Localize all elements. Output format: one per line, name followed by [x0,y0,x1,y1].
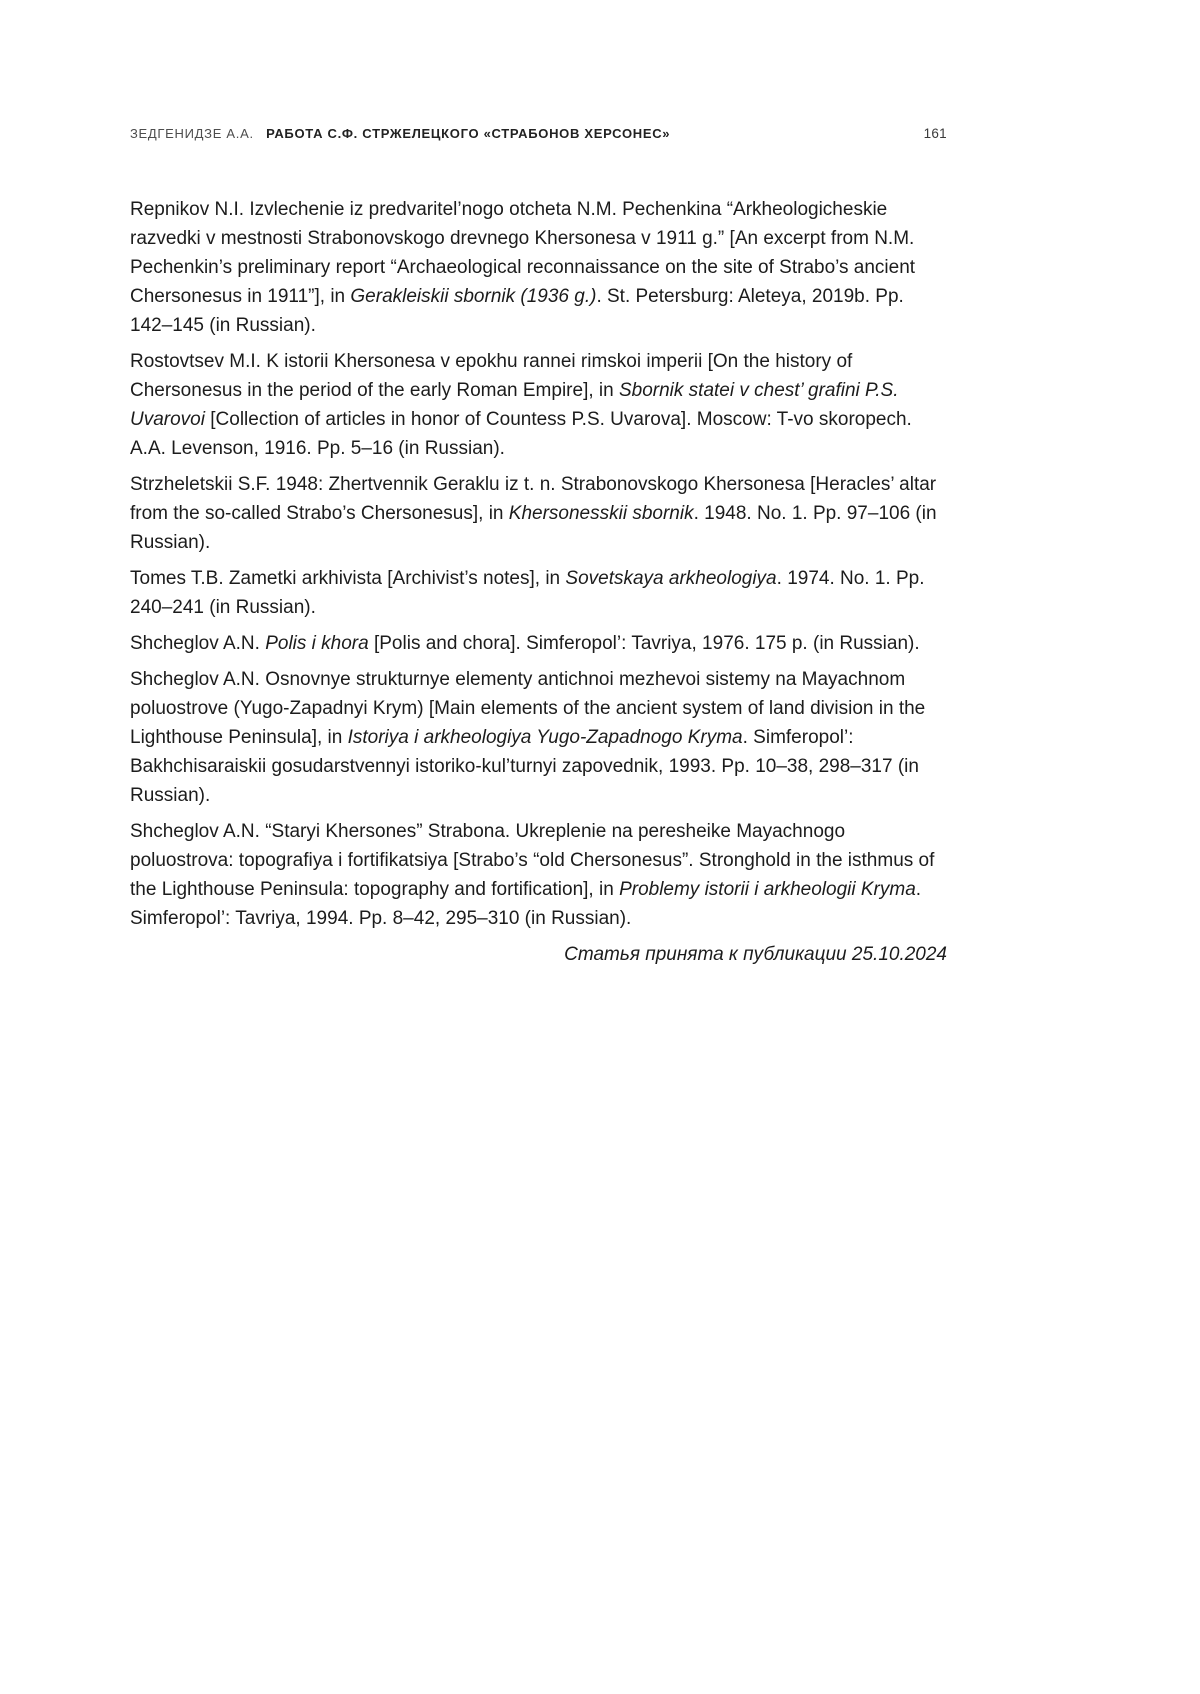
reference-entry: Shcheglov A.N. Polis i khora [Polis and chora]. Simferopol’: Tavriya, 1976. 175 p. (in Russian). [130,633,920,654]
reference-entry: Repnikov N.I. Izvlechenie iz predvaritel’nogo otcheta N.M. Pechenkina “Arkheologicheskie razvedki v mestnosti Strabonovskogo drevnego Khersonesa v 1911 g.” [An excerpt from N.M. Pechenkin’s preliminary report “Archaeological reconnaissance on the site of Strabo’s ancient Chersonesus in 1911”], in Gerakleiskii sbornik (1936 g.). St. Petersburg: Aleteya, 2019b. Pp. 142–145 (in Russian). [130,199,916,336]
reference-entry: Strzheletskii S.F. 1948: Zhertvennik Geraklu iz t. n. Strabonovskogo Khersonesa [Heracles’ altar from the so-called Strabo’s Chersonesus], in Khersonesskii sbornik. 1948. No. 1. Pp. 97–106 (in Russian). [130,474,937,553]
running-head-title: РАБОТА С.Ф. СТРЖЕЛЕЦКОГО «СТРАБОНОВ ХЕРСОНЕС» [266,126,671,141]
running-head-author: ЗЕДГЕНИДЗЕ А.А. [130,126,254,141]
reference-entry: Shcheglov A.N. “Staryi Khersones” Strabona. Ukreplenie na peresheike Mayachnogo poluostrova: topografiya i fortifikatsiya [Strabo’s “old Chersonesus”. Stronghold in the isthmus of the Lighthouse Peninsula: topography and fortification], in Problemy istorii i arkheologii Kryma. Simferopol’: Tavriya, 1994. Pp. 8–42, 295–310 (in Russian). [130,821,935,929]
acceptance-note: Статья принята к публикации 25.10.2024 [564,944,947,965]
reference-entry: Shcheglov A.N. Osnovnye strukturnye elementy antichnoi mezhevoi sistemy na Mayachnom poluostrove (Yugo-Zapadnyi Krym) [Main elements of the ancient system of land division in the Lighthouse Peninsula], in Istoriya i arkheologiya Yugo-Zapadnogo Kryma. Simferopol’: Bakhchisaraiskii gosudarstvennyi istoriko-kul’turnyi zapovednik, 1993. Pp. 10–38, 298–317 (in Russian). [130,669,926,806]
references-list [130,195,947,933]
running-head [130,126,947,141]
reference-entry: Rostovtsev M.I. K istorii Khersonesa v epokhu rannei rimskoi imperii [On the history of Chersonesus in the period of the early Roman Empire], in Sbornik statei v chest’ grafini P.S. Uvarovoi [Collection of articles in honor of Countess P.S. Uvarova]. Moscow: T-vo skoropech. A.A. Levenson, 1916. Pp. 5–16 (in Russian). [130,351,912,459]
reference-entry: Tomes T.B. Zametki arkhivista [Archivist’s notes], in Sovetskaya arkheologiya. 1974. No. 1. Pp. 240–241 (in Russian). [130,568,925,618]
running-head-text [130,126,670,141]
page-number: 161 [923,126,947,141]
